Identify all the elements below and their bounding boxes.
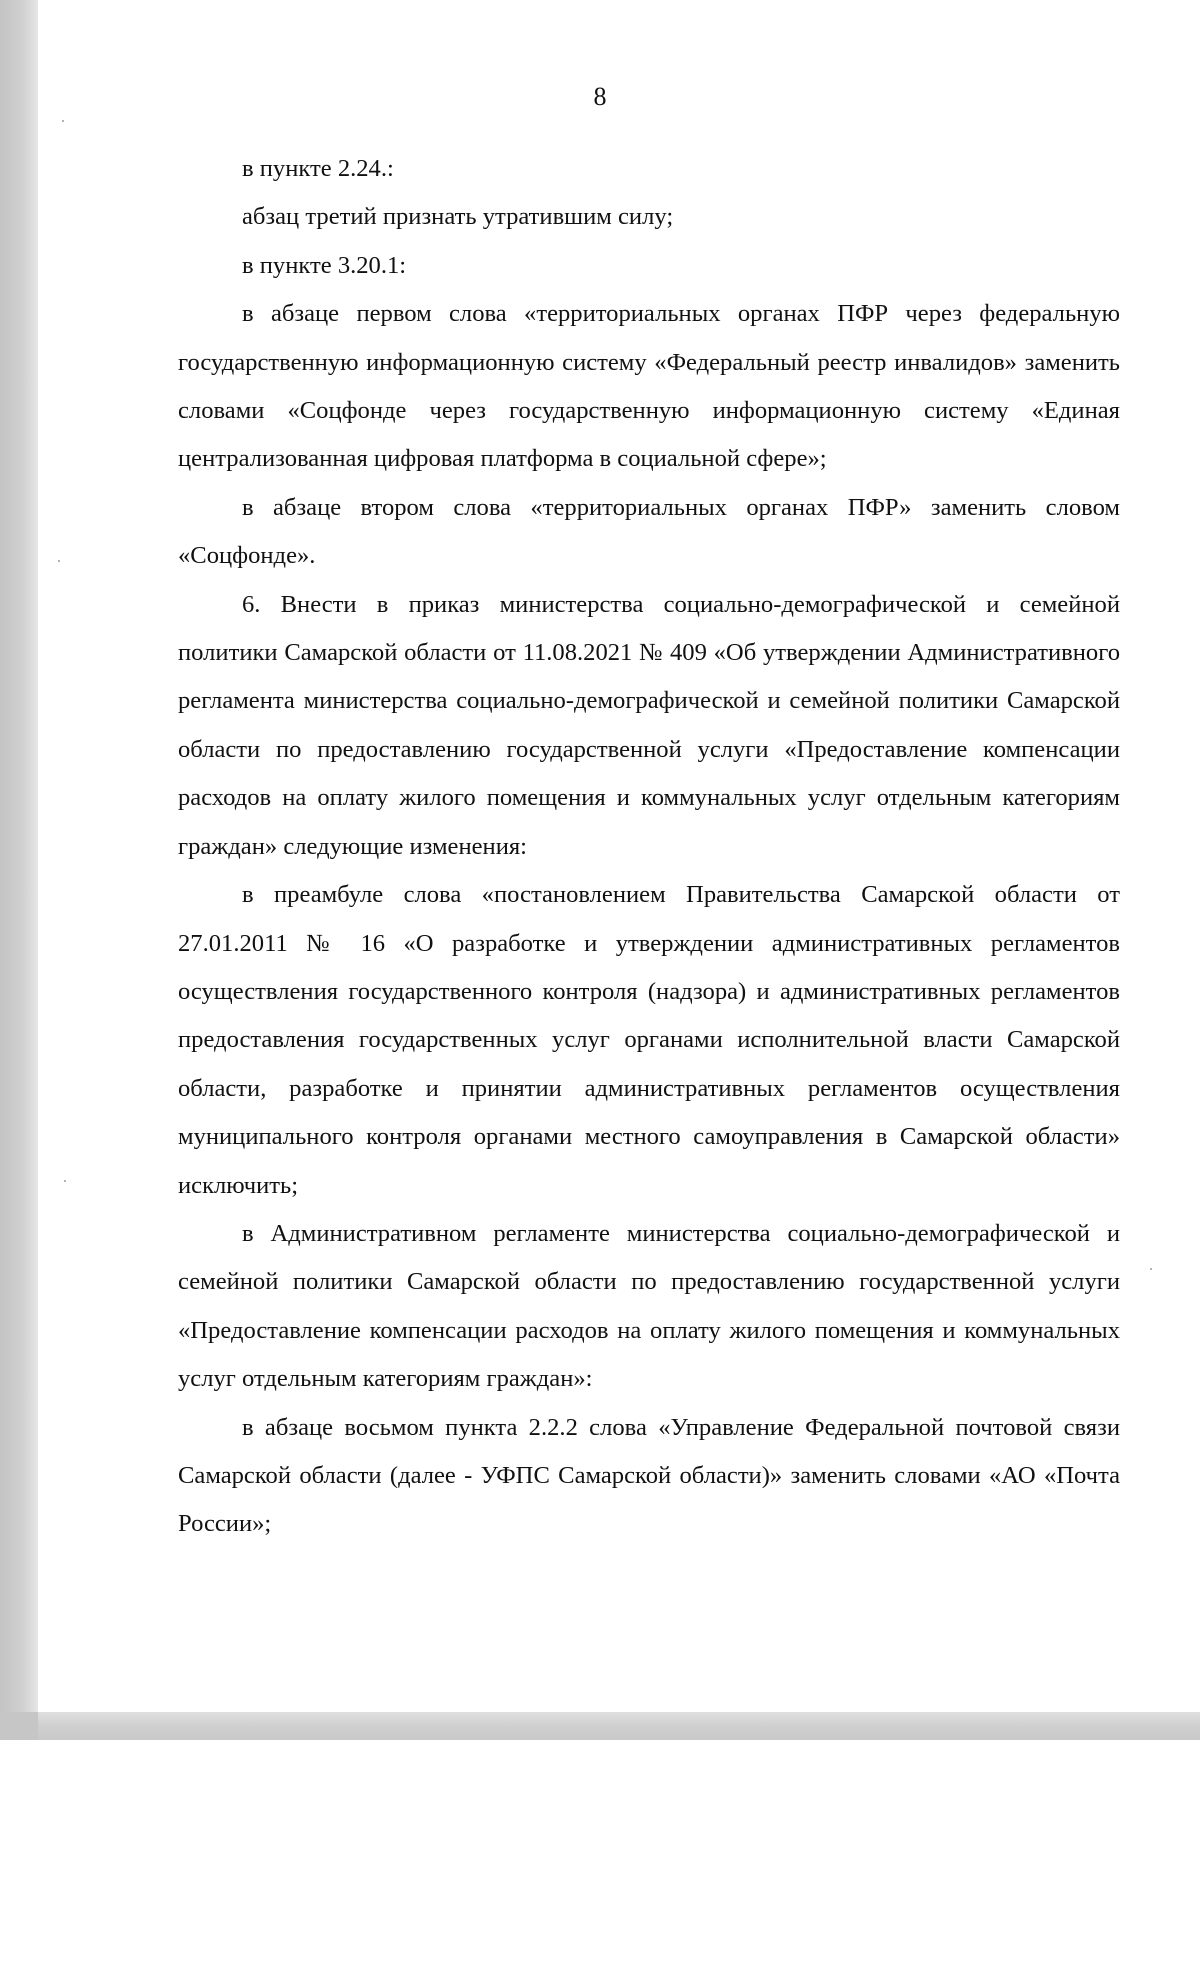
page-number: 8 <box>593 82 607 111</box>
paragraph-preamble-change: в преамбуле слова «постановлением Правительства Самарской области от 27.01.2011 № 16 «О разработке и утверждении административных регламентов осуществления государственного контроля (надзора) и административных регламентов предоставления государственных услуг органами исполнительной власти Самарской области, разработке и принятии административных регламентов осуществления муниципального контроля органами местного самоуправления в Самарской области» исключить; <box>178 881 1120 1199</box>
paragraph-section-6: 6. Внести в приказ министерства социально-демографической и семейной политики Самарской области от 11.08.2021 № 409 «Об утверждении Административного регламента министерства социально-демографической и семейной политики Самарской области по предоставлению государственной услуги «Предоставление компенсации расходов на оплату жилого помещения и коммунальных услуг отдельным категориям граждан» следующие изменения: <box>178 590 1120 860</box>
scan-speck <box>58 560 60 562</box>
scan-speck <box>64 1180 66 1182</box>
scan-left-shadow <box>0 0 38 1736</box>
document-body <box>178 145 1120 1549</box>
paragraph-item-2-2-2-change: в абзаце восьмом пункта 2.2.2 слова «Управление Федеральной почтовой связи Самарской области (далее - УФПС Самарской области)» заменить словами «АО «Почта России»; <box>178 1413 1120 1538</box>
scan-speck <box>62 120 64 122</box>
scan-bottom-shadow <box>38 1712 1200 1740</box>
scan-bottom-corner <box>0 1712 38 1740</box>
paragraph-item-3-20-1: в пункте 3.20.1: <box>242 251 407 279</box>
paragraph-second-abzac-change: в абзаце втором слова «территориальных органах ПФР» заменить словом «Соцфонде». <box>178 493 1120 570</box>
paragraph-item-2-24: в пункте 2.24.: <box>242 155 394 182</box>
paragraph-first-abzac-change: в абзаце первом слова «территориальных органах ПФР через федеральную государственную информационную систему «Федеральный реестр инвалидов» заменить словами «Соцфонде через государственную информационную систему «Единая централизованная цифровая платформа в социальной сфере»; <box>178 300 1120 473</box>
paragraph-abzac-third: абзац третий признать утратившим силу; <box>242 203 674 231</box>
paragraph-regulation-intro: в Административном регламенте министерства социально-демографической и семейной политики Самарской области по предоставлению государственной услуги «Предоставление компенсации расходов на оплату жилого помещения и коммунальных услуг отдельным категориям граждан»: <box>178 1219 1120 1393</box>
scan-speck <box>1150 1268 1152 1270</box>
